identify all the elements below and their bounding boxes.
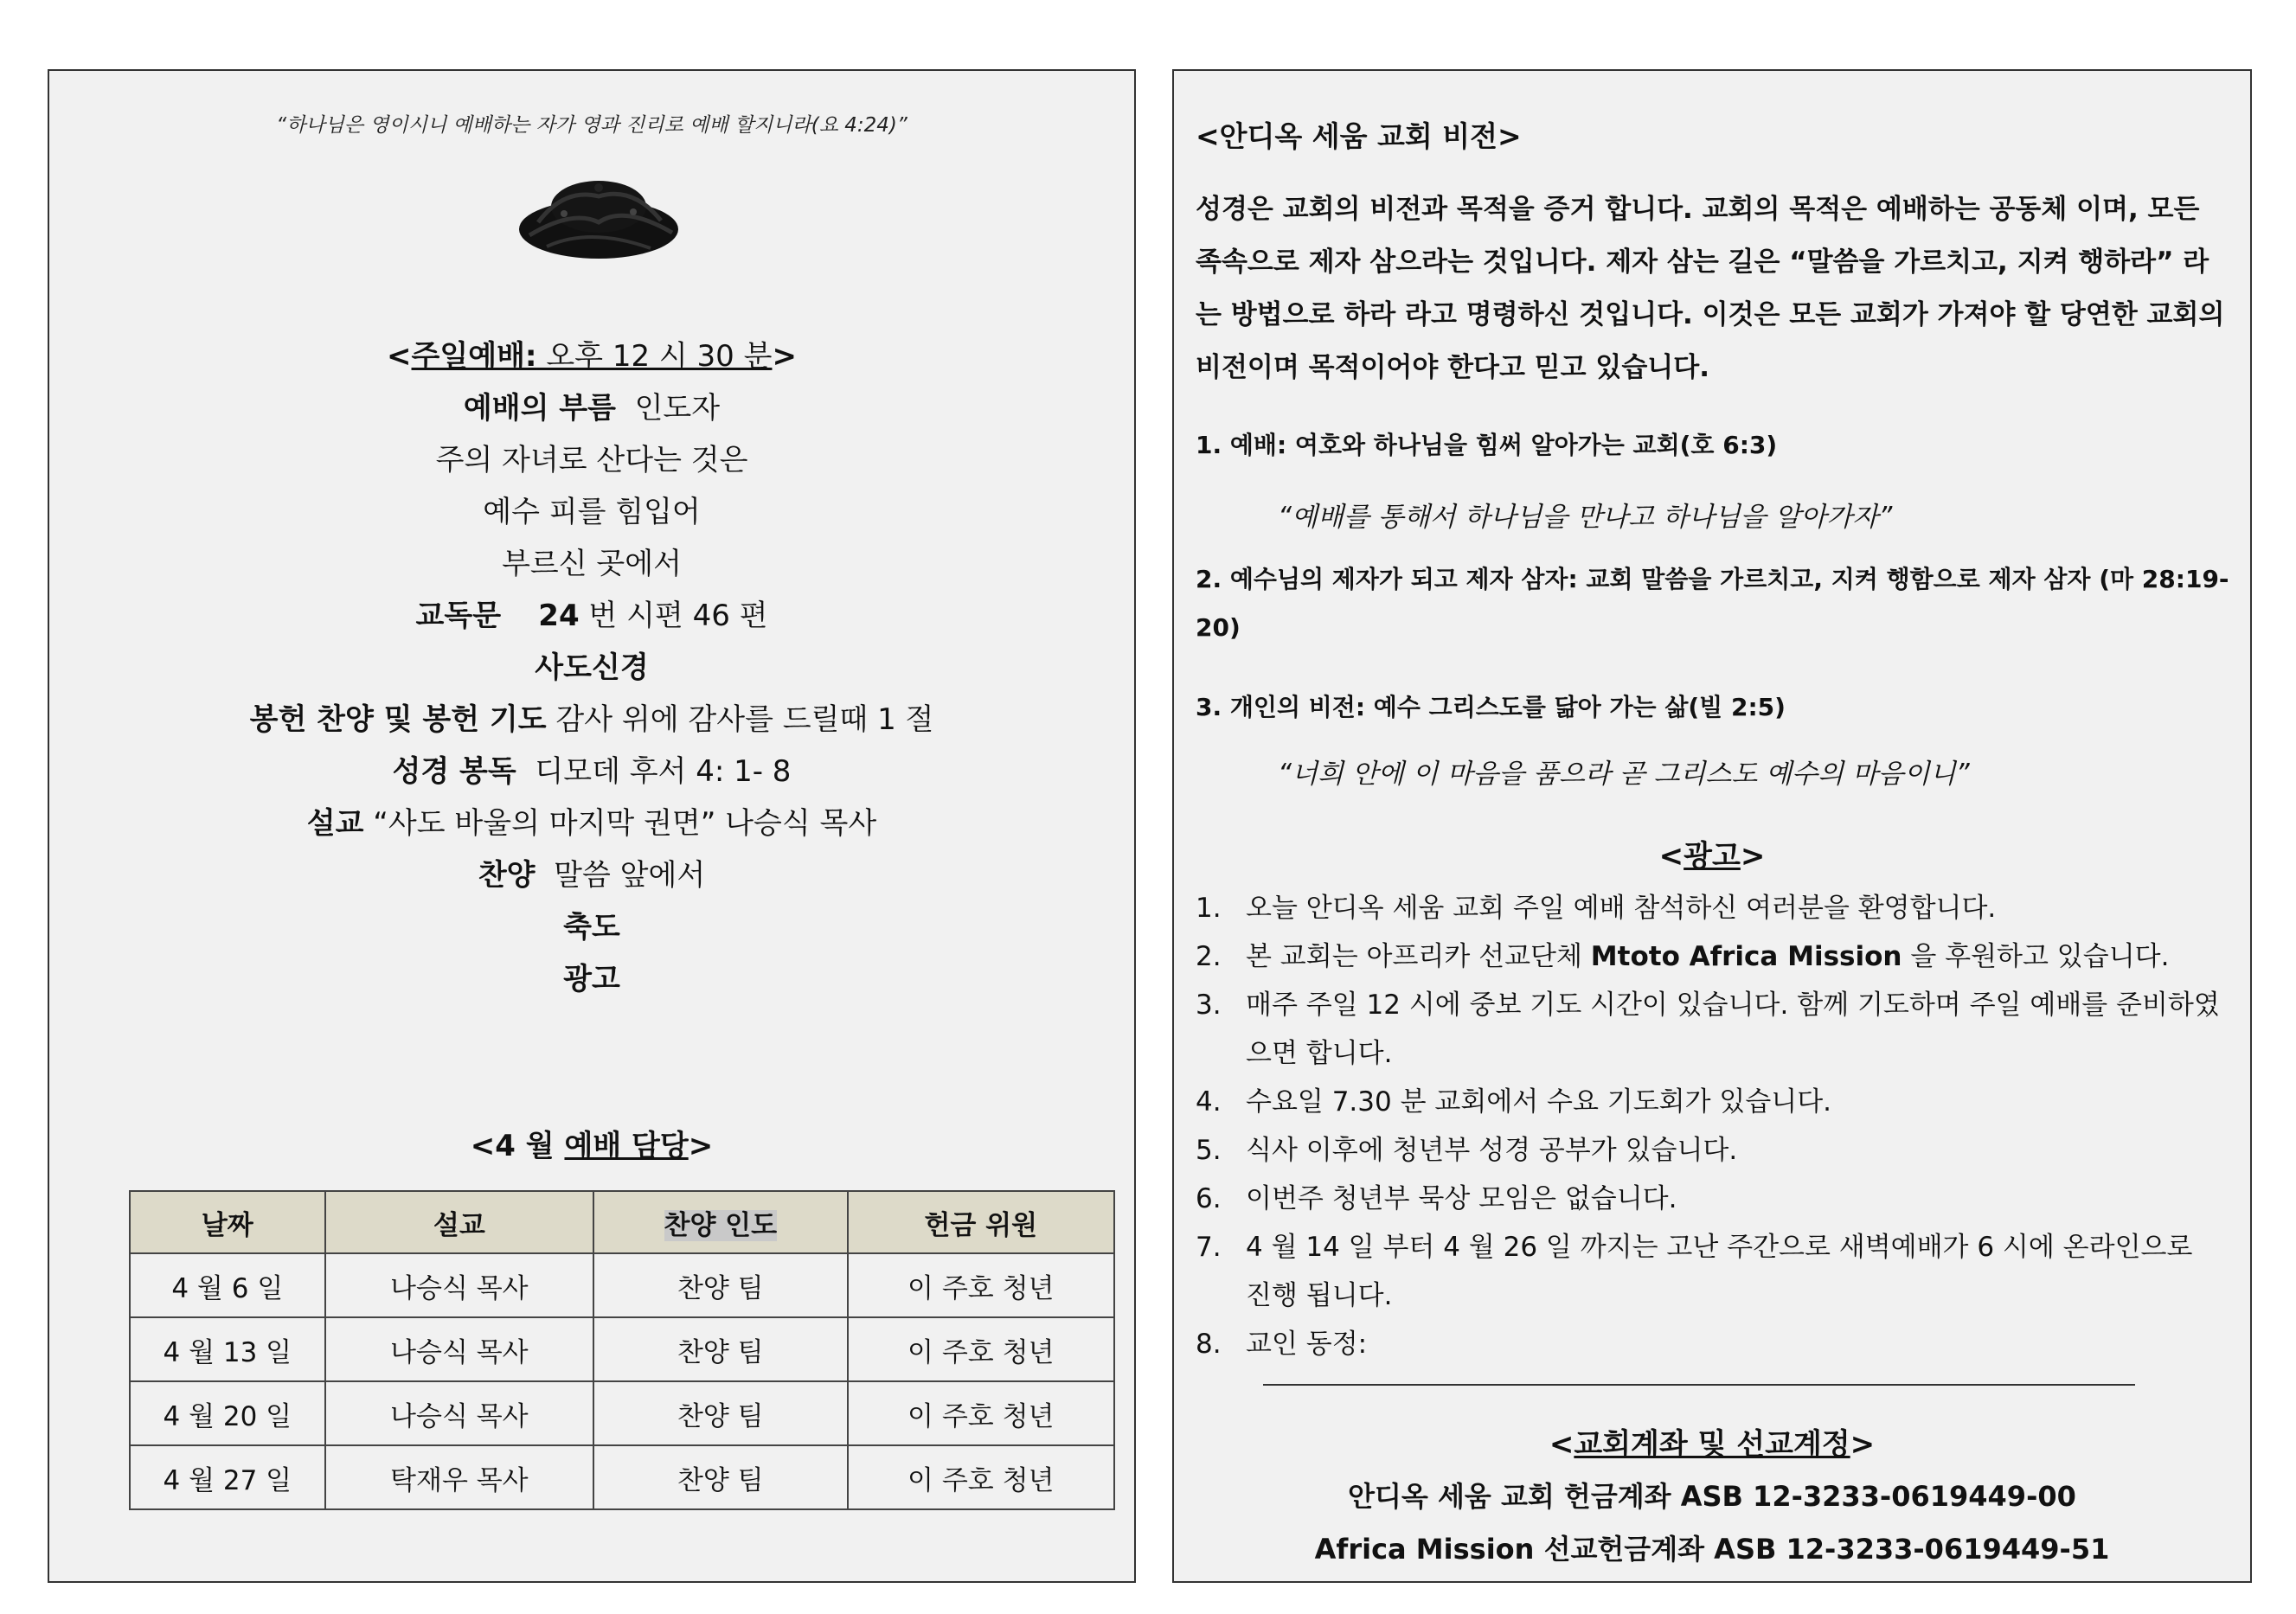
table-cell: 찬양 팀 bbox=[593, 1317, 847, 1381]
table-header-row bbox=[130, 1191, 1114, 1253]
table-cell: 4 월 20 일 bbox=[130, 1381, 325, 1445]
table-row bbox=[130, 1381, 1114, 1445]
list-item: 3. 매주 주일 12 시에 중보 기도 시간이 있습니다. 함께 기도하며 주일 예배를 준비하였으면 합니다. bbox=[1196, 990, 2220, 1069]
announcements-item: 광고 bbox=[563, 962, 620, 996]
table-cell: 탁재우 목사 bbox=[325, 1445, 593, 1509]
church-account: 안디옥 세움 교회 헌금계좌 ASB 12-3233-0619449-00 bbox=[1348, 1480, 2076, 1513]
list-item: 7. 4 월 14 일 부터 4 월 26 일 까지는 고난 주간으로 새벽예배가 6 시에 온라인으로 진행 됩니다. bbox=[1196, 1232, 2193, 1311]
announcements-title: <광고> bbox=[1658, 839, 1766, 874]
table-cell: 나승식 목사 bbox=[325, 1253, 593, 1317]
list-item: 1. 오늘 안디옥 세움 교회 주일 예배 참석하신 여러분을 환영합니다. bbox=[1196, 893, 1997, 924]
accounts-title: <교회계좌 및 선교계정> bbox=[1549, 1427, 1876, 1462]
table-cell: 이 주호 청년 bbox=[848, 1253, 1114, 1317]
table-row bbox=[130, 1445, 1114, 1509]
service-time: <주일예배: 오후 12 시 30 분> bbox=[387, 339, 797, 374]
table-row bbox=[130, 1317, 1114, 1381]
list-item: 4. 수요일 7.30 분 교회에서 수요 기도회가 있습니다. bbox=[1196, 1086, 1832, 1118]
column-header: 날짜 bbox=[130, 1191, 325, 1253]
table-cell: 4 월 27 일 bbox=[130, 1445, 325, 1509]
table-cell: 찬양 팀 bbox=[593, 1445, 847, 1509]
call-line-1: 주의 자녀로 산다는 것은 bbox=[435, 443, 748, 477]
epigraph: “하나님은 영이시니 예배하는 자가 영과 진리로 예배 할지니라(요 4:24)” bbox=[276, 114, 907, 137]
vision-point-3: 3. 개인의 비전: 예수 그리스도를 닮아 가는 삶(빌 2:5) bbox=[1196, 693, 1786, 721]
table-cell: 이 주호 청년 bbox=[848, 1445, 1114, 1509]
schedule-title: <4 월 예배 담당> bbox=[470, 1129, 714, 1163]
apostles-creed: 사도신경 bbox=[535, 650, 649, 685]
divider bbox=[1263, 1384, 2135, 1386]
responsive-reading: 교독문 24 번 시편 46 편 bbox=[415, 599, 768, 633]
sermon: 설교 “사도 바울의 마지막 권면” 나승식 목사 bbox=[306, 806, 877, 841]
right-page bbox=[1172, 69, 2252, 1583]
left-page bbox=[48, 69, 1136, 1583]
table-row bbox=[130, 1253, 1114, 1317]
praise: 찬양 말씀 앞에서 bbox=[478, 858, 706, 893]
column-header: 찬양 인도 bbox=[593, 1191, 847, 1253]
table-cell: 나승식 목사 bbox=[325, 1317, 593, 1381]
call-line-2: 예수 피를 힘입어 bbox=[483, 495, 701, 529]
scripture-reading: 성경 봉독 디모데 후서 4: 1- 8 bbox=[392, 754, 792, 789]
column-header: 설교 bbox=[325, 1191, 593, 1253]
announcements-list bbox=[1196, 884, 2225, 1368]
benediction: 축도 bbox=[563, 910, 620, 945]
table-cell: 4 월 13 일 bbox=[130, 1317, 325, 1381]
offering: 봉헌 찬양 및 봉헌 기도 감사 위에 감사를 드릴때 1 절 bbox=[249, 702, 934, 737]
table-cell: 나승식 목사 bbox=[325, 1381, 593, 1445]
vision-quote-3: “너희 안에 이 마음을 품으라 곧 그리스도 예수의 마음이니” bbox=[1278, 759, 1970, 790]
vision-text: 성경은 교회의 비전과 목적을 증거 합니다. 교회의 목적은 예배하는 공동체 이며, 모든 족속으로 제자 삼으라는 것입니다. 제자 삼는 길은 “말씀을 가르치고, 지켜 행하라” 라는 방법으로 하라 라고 명령하신 것입니다. 이것은 모든 교회가 가져야 할 당연한 교회의 비전이며 목적이어야 한다고 믿고 있습니다. bbox=[1196, 194, 2225, 383]
vision-quote-1: “예배를 통해서 하나님을 만나고 하나님을 알아가자” bbox=[1278, 502, 1893, 533]
table-cell: 이 주호 청년 bbox=[848, 1381, 1114, 1445]
order-of-worship bbox=[49, 330, 1134, 1005]
vision-point-2: 2. 예수님의 제자가 되고 제자 삼자: 교회 말씀을 가르치고, 지켜 행함으로 제자 삼자 (마 28:19-20) bbox=[1196, 565, 2229, 642]
table-cell: 찬양 팀 bbox=[593, 1381, 847, 1445]
table-cell: 이 주호 청년 bbox=[848, 1317, 1114, 1381]
list-item: 8. 교인 동정: bbox=[1196, 1329, 1368, 1360]
crown-of-thorns-icon bbox=[512, 170, 685, 266]
mission-account: Africa Mission 선교헌금계좌 ASB 12-3233-0619449-51 bbox=[1314, 1533, 2110, 1566]
vision-title: <안디옥 세움 교회 비전> bbox=[1196, 119, 1522, 153]
table-cell: 4 월 6 일 bbox=[130, 1253, 325, 1317]
vision-point-1: 1. 예배: 여호와 하나님을 힘써 알아가는 교회(호 6:3) bbox=[1196, 431, 1778, 459]
column-header: 헌금 위원 bbox=[848, 1191, 1114, 1253]
call-to-worship: 예배의 부름 인도자 bbox=[463, 391, 721, 426]
list-item: 2. 본 교회는 아프리카 선교단체 Mtoto Africa Mission 을 후원하고 있습니다. bbox=[1196, 941, 2170, 972]
call-line-3: 부르신 곳에서 bbox=[502, 547, 682, 581]
table-cell: 찬양 팀 bbox=[593, 1253, 847, 1317]
schedule-table bbox=[129, 1190, 1115, 1510]
list-item: 6. 이번주 청년부 묵상 모임은 없습니다. bbox=[1196, 1183, 1677, 1214]
list-item: 5. 식사 이후에 청년부 성경 공부가 있습니다. bbox=[1196, 1135, 1738, 1166]
